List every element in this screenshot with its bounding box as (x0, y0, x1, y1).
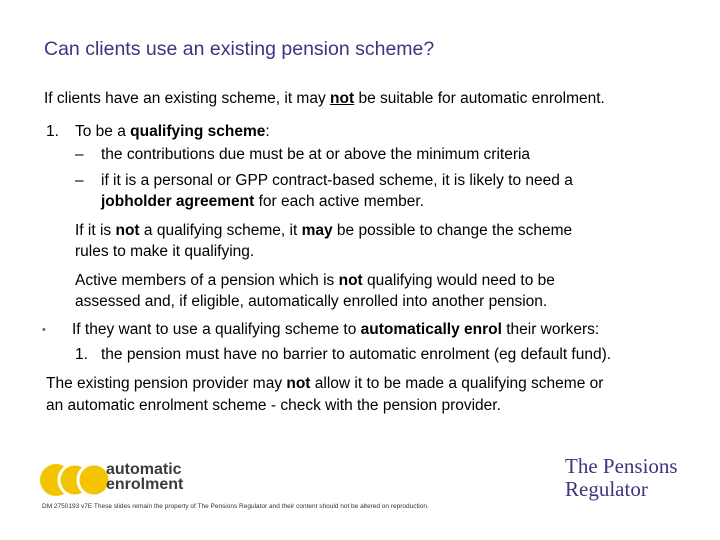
closing-post: allow it to be made a qualifying scheme or (310, 375, 604, 392)
para3-not: not (338, 272, 363, 289)
intro-line (44, 88, 605, 109)
item1-number: 1. (46, 123, 59, 140)
bullet-marker: • (42, 324, 46, 336)
footer-note: DM 2750193 v7E These slides remain the property of The Pensions Regulator and their content should not be altered on reproduction. (42, 503, 429, 510)
pensions-regulator-logo (565, 455, 678, 501)
slide-title: Can clients use an existing pension scheme? (44, 38, 435, 60)
sub2-line1: if it is a personal or GPP contract-based scheme, it is likely to need a (101, 172, 573, 189)
ae-line1: automatic (106, 461, 182, 478)
para3-line1 (75, 270, 555, 291)
bullet-post: their workers: (501, 321, 600, 338)
sub2-line2 (101, 191, 424, 212)
bullet-line (72, 319, 599, 340)
sub1-dash: – (75, 146, 84, 163)
para3-post: qualifying would need to be (362, 272, 555, 289)
para2-pre: If it is (75, 222, 116, 239)
sub2-dash: – (75, 172, 84, 189)
bullet-bold: automatically enrol (360, 321, 502, 338)
para3-pre: Active members of a pension which is (75, 272, 339, 289)
closing-line1 (46, 373, 603, 394)
intro-not: not (330, 90, 355, 107)
item1-post: : (265, 123, 270, 140)
automatic-enrolment-wordmark (106, 462, 183, 492)
para2-post: be possible to change the scheme (332, 222, 573, 239)
closing-not: not (286, 375, 311, 392)
sub2-bold: jobholder agreement (101, 193, 255, 210)
tpr-line2: Regulator (565, 477, 648, 501)
para3-line2: assessed and, if eligible, automatically enrolled into another pension. (75, 293, 548, 310)
intro-text-post: be suitable for automatic enrolment. (354, 90, 605, 107)
para2-not: not (115, 222, 140, 239)
para2-line2: rules to make it qualifying. (75, 243, 255, 260)
sub1-text: the contributions due must be at or above the minimum criteria (101, 146, 531, 163)
closing-pre: The existing pension provider may (46, 375, 287, 392)
para2-line1 (75, 220, 572, 241)
ae-line2: enrolment (106, 476, 184, 493)
bullet-item-text: the pension must have no barrier to automatic enrolment (eg default fund). (101, 346, 612, 363)
para2-may: may (301, 222, 333, 239)
item1-pre: To be a (75, 123, 131, 140)
tpr-line1: The Pensions (565, 454, 678, 478)
item1-bold: qualifying scheme (130, 123, 266, 140)
intro-text-pre: If clients have an existing scheme, it may (44, 90, 331, 107)
sub2-post: for each active member. (254, 193, 425, 210)
closing-line2: an automatic enrolment scheme - check with the pension provider. (46, 397, 501, 414)
bullet-item-number: 1. (75, 346, 88, 363)
para2-mid: a qualifying scheme, it (139, 222, 302, 239)
bullet-pre: If they want to use a qualifying scheme to (72, 321, 361, 338)
item1-line (75, 121, 270, 142)
